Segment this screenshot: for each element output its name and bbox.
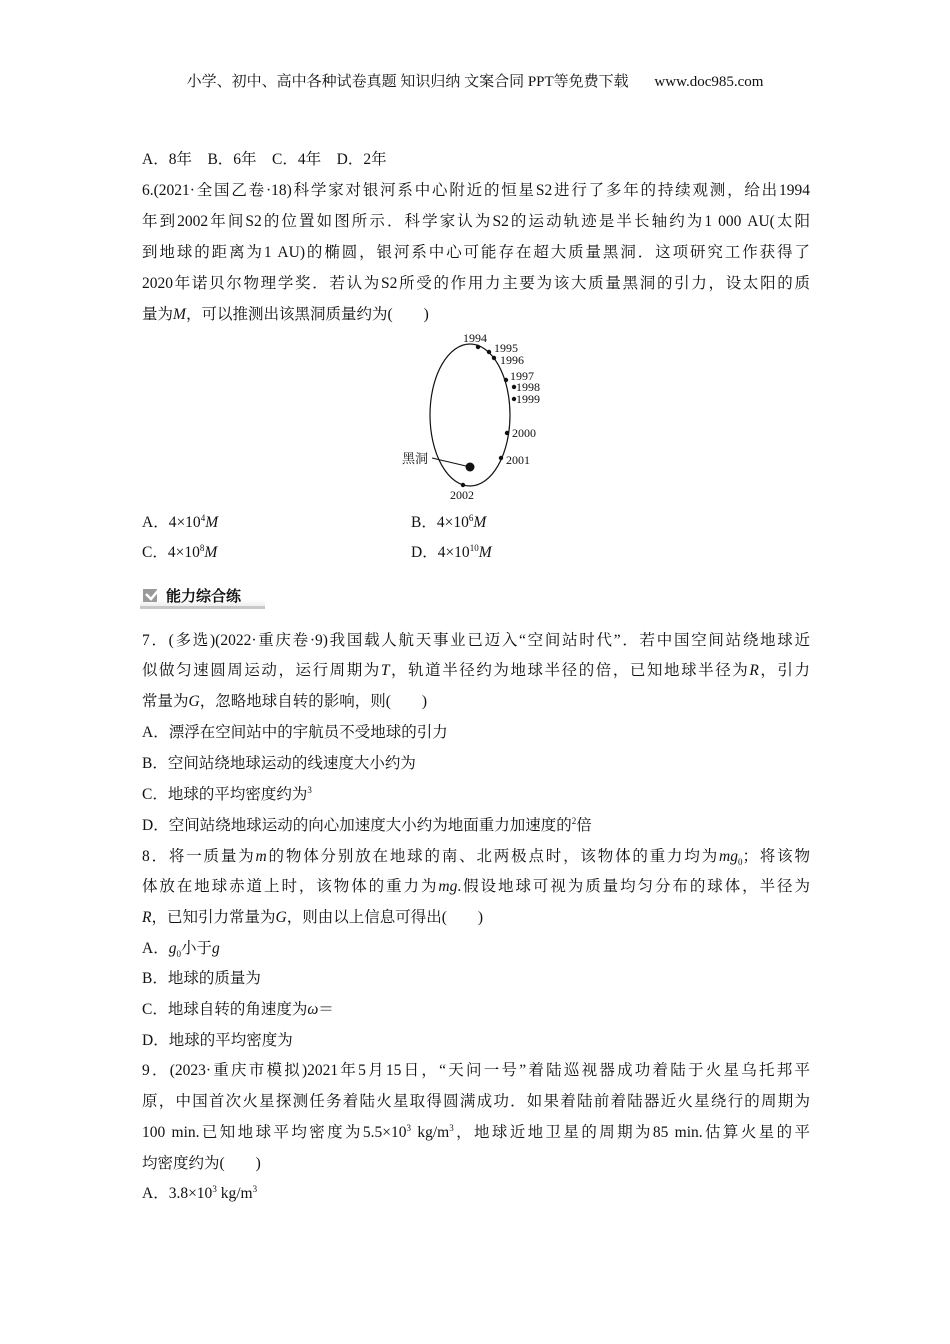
s2-position-dot (492, 356, 496, 360)
year-label: 1999 (516, 392, 540, 406)
text-run: D．空间站绕地球运动的向心加速度大小约为地面重力加速度的 (142, 817, 572, 834)
math-variable: M (478, 544, 492, 561)
q8-option (142, 1000, 810, 1020)
math-variable: g (211, 940, 220, 957)
q7-option (142, 723, 810, 743)
q7-question-line (142, 631, 810, 651)
text-run: A．4×10 (142, 514, 201, 531)
text-run: C．地球的平均密度约为 (142, 786, 308, 803)
s2-position-dot (476, 345, 480, 349)
section-title: 能力综合练 (166, 587, 242, 605)
q8-option (142, 1031, 810, 1051)
text-run: ，轨道半径约为地球半径的倍，已知地球半径为 (389, 662, 750, 679)
text-run: D．地球的平均密度为 (142, 1032, 293, 1049)
text-run: C．地球自转的角速度为 (142, 1001, 308, 1018)
text-run: ，可以推测出该黑洞质量约为( ) (185, 306, 429, 323)
text-run: 常量为 (142, 693, 189, 710)
text-run: 年到2002年间S2的位置如图所示．科学家认为S2的运动轨迹是半长轴约为1 000 AU(太阳 (142, 213, 810, 230)
q8-question-line (142, 847, 810, 867)
text-run: kg/m (411, 1124, 450, 1141)
superscript: 3 (252, 1183, 258, 1194)
superscript: 3 (449, 1123, 454, 1133)
text-run: 到地球的距离为1 AU)的椭圆，银河系中心可能存在超大质量黑洞．这项研究工作获得了 (142, 244, 810, 261)
superscript: 10 (469, 542, 479, 553)
math-variable: T (380, 662, 390, 679)
s2-position-dot (505, 431, 509, 435)
header-url: www.doc985.com (654, 74, 764, 90)
q7-question-line (142, 661, 810, 681)
leader-line (432, 458, 466, 466)
text-run: ；将该物 (742, 848, 810, 865)
year-label: 2002 (450, 488, 474, 502)
superscript: 6 (468, 512, 474, 523)
text-run: A．3.8×10 (142, 1185, 213, 1202)
q6-question-line (142, 212, 810, 232)
s2-position-dot (461, 483, 465, 487)
year-label: 1995 (494, 341, 518, 355)
math-variable: R (142, 909, 152, 926)
q6-option-d (411, 543, 492, 563)
superscript: 3 (406, 1123, 412, 1133)
s2-position-dot (499, 456, 503, 460)
text-run: B．空间站绕地球运动的线速度大小约为 (142, 755, 416, 772)
q6-question-line (142, 305, 810, 325)
q6-option-b (411, 513, 486, 533)
math-variable: ω (307, 1001, 319, 1018)
math-variable: g (168, 940, 177, 957)
text-run: 体放在地球赤道上时，该物体的重力为 (142, 878, 439, 895)
text-run: ，引力 (758, 662, 810, 679)
text-run: 小于 (180, 940, 212, 957)
q8-option (142, 939, 810, 959)
s2-position-dot (504, 378, 508, 382)
q6-question-line (142, 181, 810, 201)
s2-orbit-figure (380, 325, 570, 510)
text-run: A． (142, 940, 169, 957)
q7-option (142, 754, 810, 774)
superscript: 2 (571, 815, 577, 826)
math-variable: G (275, 909, 287, 926)
text-run: 似做匀速圆周运动，运行周期为 (142, 662, 381, 679)
math-variable: G (188, 693, 200, 710)
superscript: 3 (307, 784, 312, 795)
text-run: 的物体分别放在地球的南、北两极点时，该物体的重力均为 (266, 848, 720, 865)
q6-question-line (142, 274, 810, 294)
page-header (0, 70, 950, 91)
text-run: ＝ (318, 1001, 334, 1018)
math-variable: M (204, 544, 218, 561)
q8-question-line (142, 877, 810, 897)
text-run: 9．(2023·重庆市模拟)2021年5月15日，“天问一号”着陆巡视器成功着陆于火星乌托邦平 (142, 1062, 810, 1079)
q7-question-line (142, 692, 810, 712)
text-run: ，忽略地球自转的影响，则( ) (199, 693, 428, 710)
section-header (140, 584, 265, 609)
superscript: 3 (212, 1183, 217, 1194)
q7-option (142, 816, 810, 836)
header-text: 小学、初中、高中各种试卷真题 知识归纳 文案合同 PPT等免费下载 (186, 74, 629, 90)
text-run: 6.(2021·全国乙卷·18)科学家对银河系中心附近的恒星S2进行了多年的持续观测，给出1994 (142, 182, 810, 199)
superscript: 8 (199, 542, 205, 553)
q9-question-line (142, 1061, 810, 1081)
text-run: A．漂浮在空间站中的宇航员不受地球的引力 (142, 724, 448, 741)
q9-question-line (142, 1154, 810, 1174)
year-label: 1997 (510, 369, 534, 383)
text-run: 8．将一质量为 (142, 848, 256, 865)
q9-question-line (142, 1092, 810, 1112)
math-variable: mg (719, 848, 738, 865)
subscript: 0 (737, 857, 743, 867)
text-run: ，则由以上信息可得出( ) (286, 909, 484, 926)
year-label: 1996 (500, 353, 524, 367)
subscript: 0 (176, 949, 181, 960)
math-variable: mg (438, 878, 458, 895)
black-hole-label: 黑洞 (402, 452, 429, 467)
checkmark-icon (144, 586, 162, 602)
year-label: 2001 (506, 453, 530, 467)
text-run: 倍 (576, 817, 592, 834)
text-run: 7．(多选)(2022·重庆卷·9)我国载人航天事业已迈入“空间站时代”．若中国空间站绕地球近 (142, 632, 810, 649)
text-run: ，地球近地卫星的周期为85 min.估算火星的平 (453, 1124, 810, 1141)
q8-option (142, 969, 810, 989)
year-label: 1994 (463, 331, 487, 345)
year-label: 2000 (512, 426, 536, 440)
text-run: 均密度约为( ) (142, 1155, 261, 1172)
s2-position-dot (487, 350, 491, 354)
q9-option (142, 1184, 810, 1204)
year-label: 1998 (516, 380, 540, 394)
q9-question-line (142, 1123, 810, 1143)
text-run: B．4×10 (411, 514, 469, 531)
text-run: C．4×10 (142, 544, 200, 561)
text-run: B．地球的质量为 (142, 970, 261, 987)
math-variable: M (173, 306, 186, 323)
text-run: 2020年诺贝尔物理学奖．若认为S2所受的作用力主要为该大质量黑洞的引力，设太阳的质 (142, 275, 810, 292)
q7-option (142, 785, 810, 805)
q6-question-line (142, 243, 810, 263)
q8-question-line (142, 908, 810, 928)
text-run: .假设地球可视为质量均匀分布的球体，半径为 (457, 878, 810, 895)
math-variable: M (205, 514, 219, 531)
text-run: 原，中国首次火星探测任务着陆火星取得圆满成功．如果着陆前着陆器近火星绕行的周期为 (142, 1093, 810, 1110)
text-run: 量为 (142, 306, 174, 323)
text-run: 100 min.已知地球平均密度为5.5×10 (142, 1124, 407, 1141)
text-run: A．8年 B．6年 C．4年 D．2年 (142, 151, 387, 168)
q5-options (142, 150, 810, 170)
math-variable: m (255, 848, 267, 865)
black-hole-dot (466, 463, 475, 472)
text-run: kg/m (216, 1185, 253, 1202)
math-variable: R (749, 662, 759, 679)
text-run: ，已知引力常量为 (151, 909, 276, 926)
text-run: D．4×10 (411, 544, 470, 561)
math-variable: M (473, 514, 487, 531)
superscript: 4 (200, 512, 206, 523)
